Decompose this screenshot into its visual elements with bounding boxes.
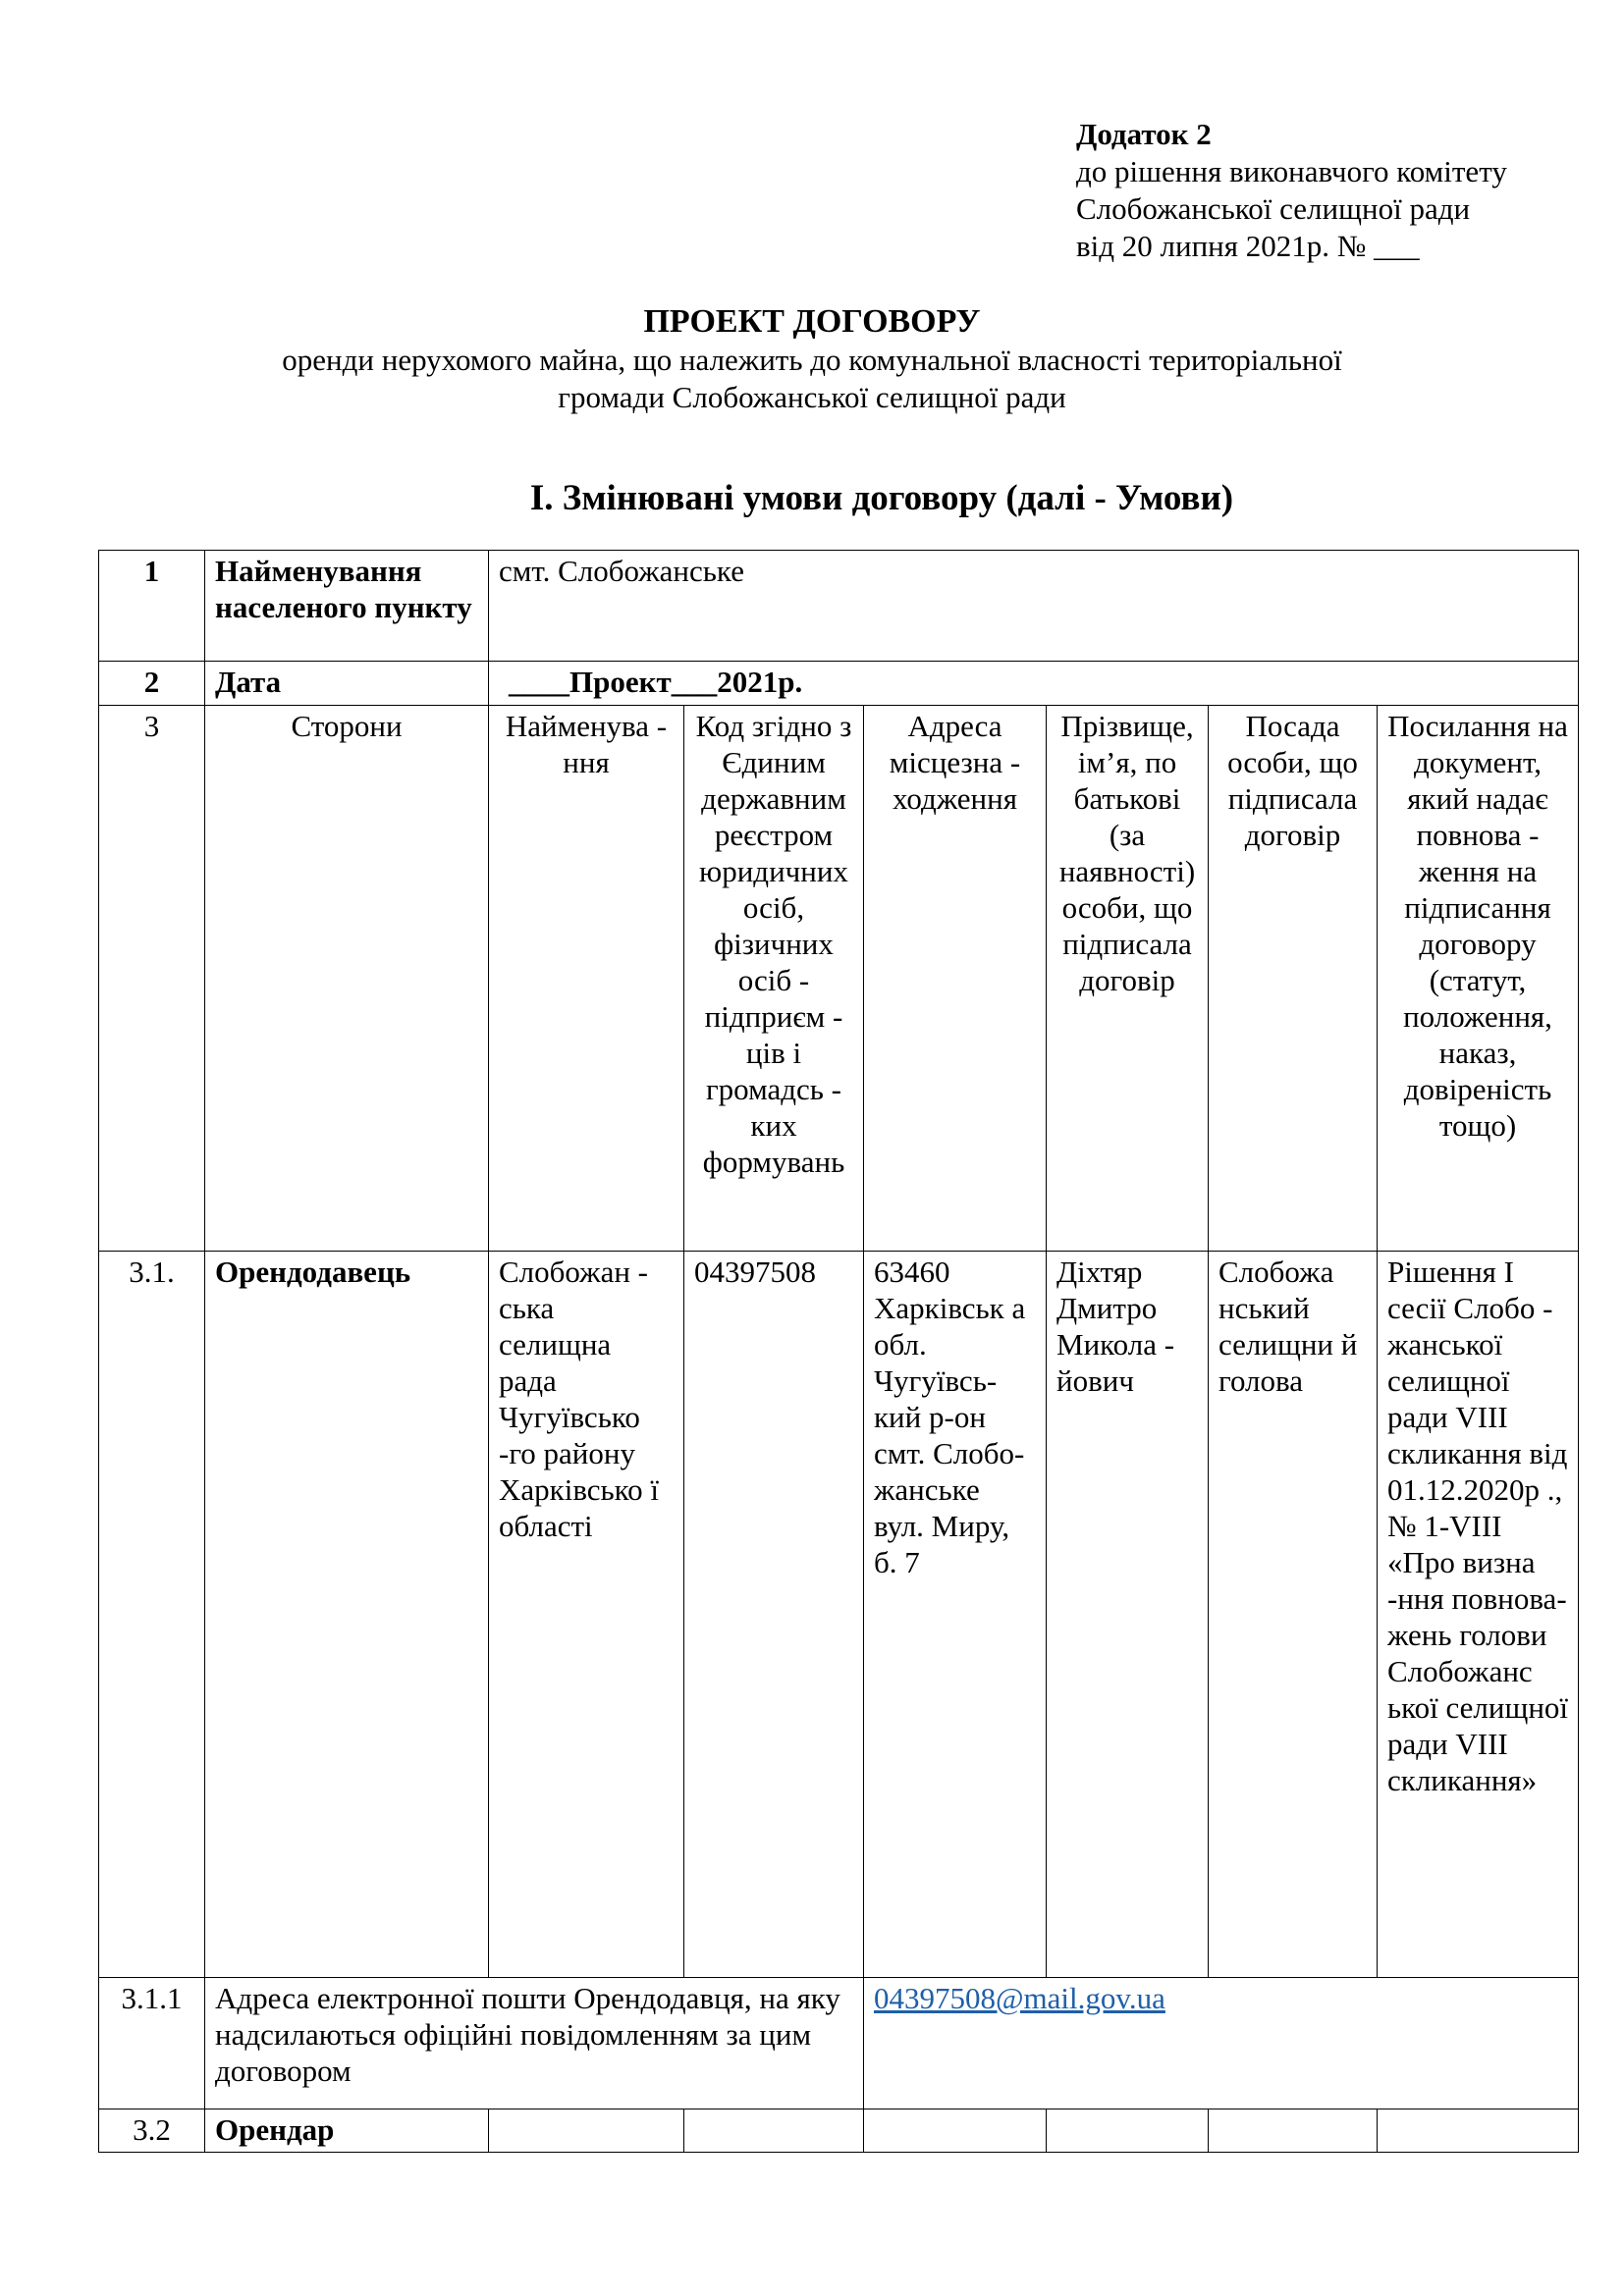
appendix-line-2: Слобожанської селищної ради <box>1076 191 1471 226</box>
row-number: 3.1. <box>99 1252 205 1978</box>
tenant-address <box>864 2109 1047 2153</box>
appendix-line-3: від 20 липня 2021р. № ___ <box>1076 229 1420 263</box>
appendix-title: Додаток 2 <box>1076 117 1212 151</box>
table-row <box>99 662 1579 706</box>
appendix-line-1: до рішення виконавчого комітету <box>1076 154 1507 188</box>
header-name: Найменува - ння <box>489 706 684 1252</box>
table-row <box>99 706 1579 1252</box>
row-number: 1 <box>99 551 205 662</box>
section-heading: І. Змінювані умови договору (далі - Умови) <box>529 478 1234 518</box>
landlord-authority-document: Рішення І сесії Слобо - жанської селищної ради VIII скликання від 01.12.2020р ., № 1-VIII «Про визна -ння повнова- жень голови Слобожанс ької селищної ради VIII скликання» <box>1378 1252 1579 1978</box>
header-signatory-name: Прізвище, ім’я, по батькові (за наявності) особи, що підписала договір <box>1047 706 1209 1252</box>
document-subtitle-line-1: оренди нерухомого майна, що належить до комунальної власності територіальної <box>282 343 1342 377</box>
row-number: 3.2 <box>99 2109 205 2153</box>
tenant-authority-document <box>1378 2109 1579 2153</box>
landlord-name: Слобожан - ська селищна рада Чугуївсько -го району Харківсько ї області <box>489 1252 684 1978</box>
landlord-email-label: Адреса електронної пошти Орендодавця, на яку надсилаються офіційні повідомленням за цим договором <box>205 1978 864 2109</box>
table-row <box>99 1978 1579 2109</box>
date-value: ____Проект___2021р. <box>489 662 1579 706</box>
table-row <box>99 2109 1579 2153</box>
document-header <box>0 302 1624 416</box>
row-number: 3.1.1 <box>99 1978 205 2109</box>
tenant-registry-code <box>684 2109 864 2153</box>
settlement-value: смт. Слобожанське <box>489 551 1579 662</box>
settlement-label: Найменування населеного пункту <box>205 551 489 662</box>
table-row <box>99 1252 1579 1978</box>
header-address: Адреса місцезна - ходження <box>864 706 1047 1252</box>
contract-terms-table <box>98 550 1579 2153</box>
landlord-signatory-name: Діхтяр Дмитро Микола - йович <box>1047 1252 1209 1978</box>
landlord-address: 63460 Харківськ а обл. Чугуївсь- кий р-он смт. Слобо- жанське вул. Миру, б. 7 <box>864 1252 1047 1978</box>
parties-label: Сторони <box>205 706 489 1252</box>
document-subtitle-line-2: громади Слобожанської селищної ради <box>558 380 1066 414</box>
landlord-email-cell <box>864 1978 1579 2109</box>
table-row <box>99 551 1579 662</box>
landlord-email-link[interactable]: 04397508@mail.gov.ua <box>874 1981 1165 2015</box>
tenant-name <box>489 2109 684 2153</box>
appendix-block <box>1076 116 1507 265</box>
document-title: ПРОЕКТ ДОГОВОРУ <box>643 303 981 340</box>
tenant-signatory-name <box>1047 2109 1209 2153</box>
header-signatory-position: Посада особи, що підписала договір <box>1209 706 1378 1252</box>
tenant-label: Орендар <box>205 2109 489 2153</box>
header-registry-code: Код згідно з Єдиним державним реєстром юридичних осіб, фізичних осіб - підприєм - ців і громадсь - ких формувань <box>684 706 864 1252</box>
header-authority-document: Посилання на документ, який надає повнова - ження на підписання договору (статут, положення, наказ, довіреність тощо) <box>1378 706 1579 1252</box>
date-label: Дата <box>205 662 489 706</box>
row-number: 2 <box>99 662 205 706</box>
tenant-signatory-position <box>1209 2109 1378 2153</box>
landlord-label: Орендодавець <box>205 1252 489 1978</box>
landlord-signatory-position: Слобожа нський селищни й голова <box>1209 1252 1378 1978</box>
row-number: 3 <box>99 706 205 1252</box>
landlord-registry-code: 04397508 <box>684 1252 864 1978</box>
